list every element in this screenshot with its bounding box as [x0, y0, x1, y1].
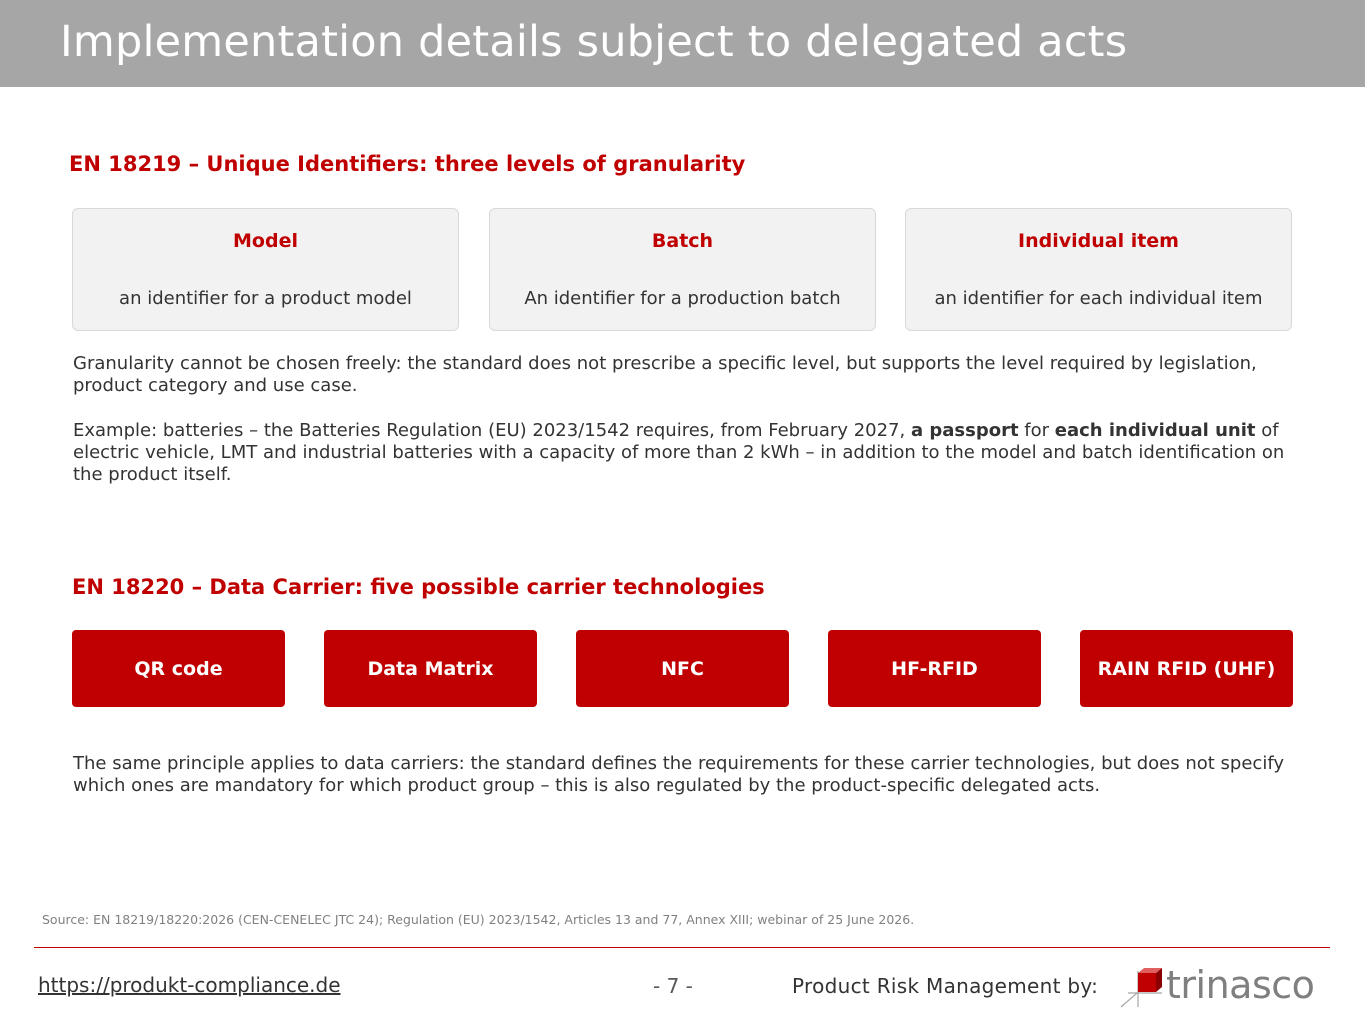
carriers-note: The same principle applies to data carriers: the standard defines the requirements for these carrier technologies, but does not specify which ones are mandatory for which product group – this is also regulated by the product-specific delegated acts. — [73, 753, 1284, 796]
source-note: Source: EN 18219/18220:2026 (CEN-CENELEC JTC 24); Regulation (EU) 2023/1542, Articles 13 and 77, Annex XIII; webinar of 25 June 2026. — [42, 912, 915, 927]
website-link[interactable]: https://produkt-compliance.de — [38, 973, 341, 997]
level-card-individual-item — [905, 208, 1292, 331]
example-text-part: of electric vehicle, LMT and industrial batteries with a capacity of more than 2 kWh – in addition to the model and batch identification on the product itself. — [73, 420, 1285, 485]
logo-cube-icon — [1118, 963, 1166, 1013]
level-title: Model — [233, 230, 298, 252]
footer-label: Product Risk Management by: — [792, 974, 1099, 998]
carrier-rain-rfid: RAIN RFID (UHF) — [1080, 630, 1293, 707]
identifiers-heading: EN 18219 – Unique Identifiers: three levels of granularity — [69, 152, 746, 176]
level-card-model — [72, 208, 459, 331]
carrier-qr-code: QR code — [72, 630, 285, 707]
example-text-part: for — [1018, 420, 1055, 441]
carrier-hf-rfid: HF-RFID — [828, 630, 1041, 707]
level-description: An identifier for a production batch — [524, 288, 841, 309]
page-number: - 7 - — [653, 974, 693, 998]
carriers-heading: EN 18220 – Data Carrier: five possible carrier technologies — [72, 575, 765, 599]
granularity-text: Granularity cannot be chosen freely: the standard does not prescribe a specific level, but supports the level required by legislation, product category and use case. — [73, 353, 1257, 396]
slide-header — [0, 0, 1365, 87]
level-description: an identifier for each individual item — [934, 288, 1263, 309]
logo-wordmark: trinasco — [1166, 963, 1315, 1007]
example-bold-individual-unit: each individual unit — [1054, 420, 1256, 441]
carrier-nfc: NFC — [576, 630, 789, 707]
example-text-part: Example: batteries – the Batteries Regulation (EU) 2023/1542 requires, from February 2027, — [73, 420, 911, 441]
level-title: Individual item — [1018, 230, 1179, 252]
battery-example-text — [73, 420, 1303, 486]
slide-title: Implementation details subject to delegated acts — [60, 17, 1128, 67]
level-description: an identifier for a product model — [119, 288, 412, 309]
footer-divider — [34, 947, 1330, 948]
trinasco-logo — [1118, 963, 1333, 1013]
carrier-data-matrix: Data Matrix — [324, 630, 537, 707]
level-card-batch — [489, 208, 876, 331]
example-bold-passport: a passport — [910, 420, 1019, 441]
level-title: Batch — [651, 230, 714, 252]
